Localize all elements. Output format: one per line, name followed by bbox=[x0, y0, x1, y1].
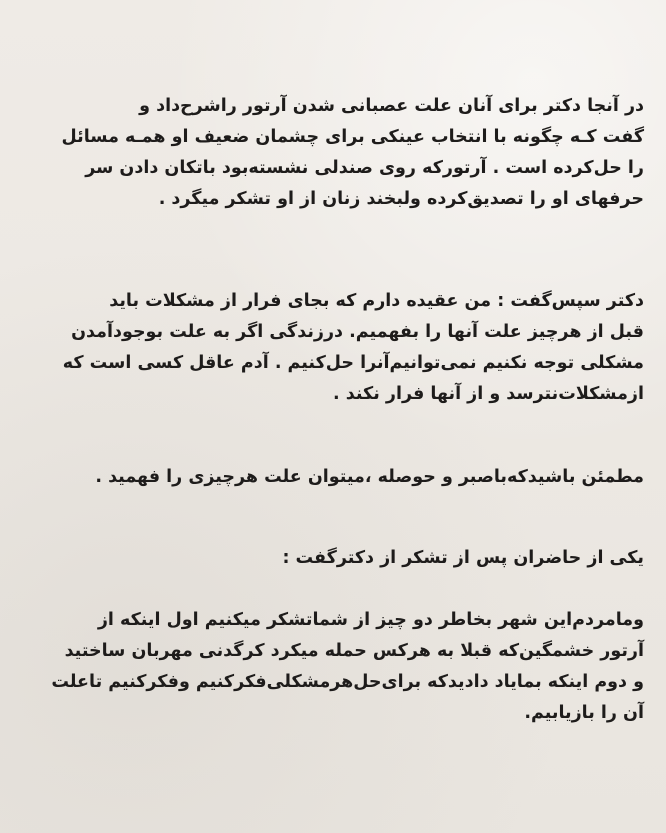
text-line: آرتور خشمگین‌که قبلا به هرکس حمله میکرد کرگدنی مهربان ساختید bbox=[64, 641, 644, 661]
text-line: قبل از هرچیز علت آنها را بفهمیم. درزندگی اگر به علت بوجودآمدن bbox=[71, 322, 644, 342]
text-line: ازمشکلات‌نترسد و از آنها فرار نکند . bbox=[333, 384, 644, 404]
text-line: یکی از حاضران پس از تشکر از دکترگفت : bbox=[282, 548, 644, 568]
text-line: آن را بازیابیم. bbox=[524, 703, 644, 723]
text-line: گفت کـه چگونه با انتخاب عینکی برای چشمان ضعیف او همـه مسائل bbox=[61, 127, 644, 147]
text-line: دکتر سپس‌گفت : من عقیده دارم که بجای فرار از مشکلات باید bbox=[109, 291, 644, 311]
text-line: مطمئن باشیدکه‌باصبر و حوصله ،میتوان علت هرچیزی را فهمید . bbox=[95, 467, 644, 487]
paragraph-1 bbox=[28, 91, 644, 215]
paragraph-4 bbox=[28, 543, 644, 574]
paragraph-3 bbox=[28, 462, 644, 493]
text-line: حرفهای او را تصدیق‌کرده ولبخند زنان از او تشکر میگرد . bbox=[158, 189, 644, 209]
paragraph-5 bbox=[28, 605, 644, 729]
text-line: را حل‌کرده است . آرتورکه روی صندلی نشسته‌بود باتکان دادن سر bbox=[85, 158, 644, 178]
text-line: ومامردم‌این شهر بخاطر دو چیز از شماتشکر میکنیم اول اینکه از bbox=[97, 610, 644, 630]
text-line: در آنجا دکتر برای آنان علت عصبانی شدن آرتور راشرح‌داد و bbox=[139, 96, 644, 116]
text-line: و دوم اینکه بمایاد دادیدکه برای‌حل‌هرمشکلی‌فکرکنیم وفکرکنیم تاعلت bbox=[51, 672, 644, 692]
paragraph-2 bbox=[28, 286, 644, 410]
text-line: مشکلی توجه نکنیم نمی‌توانیم‌آنرا حل‌کنیم . آدم عاقل کسی است که bbox=[62, 353, 644, 373]
